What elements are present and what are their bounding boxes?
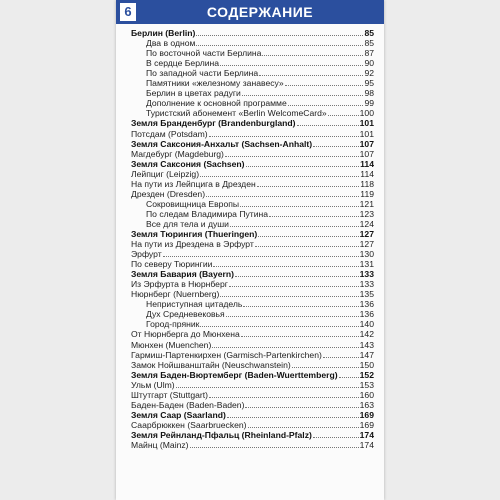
dot-leader bbox=[235, 276, 359, 277]
toc-entry bbox=[131, 68, 374, 78]
toc-entry-page: 98 bbox=[364, 88, 374, 99]
toc-entry-page: 114 bbox=[360, 168, 374, 179]
dot-leader bbox=[163, 256, 359, 257]
toc-entry-page: 100 bbox=[359, 108, 374, 119]
toc-entry bbox=[131, 189, 374, 199]
toc-entry-page: 124 bbox=[359, 218, 374, 229]
toc-entry-page: 118 bbox=[360, 178, 374, 189]
page-header bbox=[116, 0, 384, 24]
dot-leader bbox=[243, 306, 358, 307]
toc-entry-page: 174 bbox=[359, 429, 374, 440]
toc-entry-page: 174 bbox=[359, 439, 374, 450]
toc-entry-title: Эрфурт bbox=[131, 249, 162, 260]
dot-leader bbox=[212, 347, 358, 348]
dot-leader bbox=[259, 75, 363, 76]
toc-entry bbox=[131, 289, 374, 299]
toc-entry-page: 107 bbox=[359, 148, 374, 159]
dot-leader bbox=[209, 136, 359, 137]
toc-entry-title: Неприступная цитадель bbox=[146, 299, 243, 310]
toc-entry bbox=[131, 149, 374, 159]
dot-leader bbox=[176, 387, 359, 388]
toc-entry bbox=[131, 118, 374, 128]
toc-entry bbox=[131, 370, 374, 380]
toc-entry-title: Земля Саксония (Sachsen) bbox=[131, 158, 245, 169]
toc-entry-title: Сокровищница Европы bbox=[146, 198, 240, 209]
toc-entry-page: 99 bbox=[364, 98, 374, 109]
dot-leader bbox=[229, 286, 359, 287]
toc-entry bbox=[131, 78, 374, 88]
toc-entry-page: 95 bbox=[364, 78, 374, 89]
dot-leader bbox=[297, 125, 359, 126]
book-page bbox=[116, 0, 384, 500]
dot-leader bbox=[245, 407, 358, 408]
toc-entry-title: На пути из Лейпцига в Дрезден bbox=[131, 178, 256, 189]
toc-entry-page: 121 bbox=[359, 198, 374, 209]
toc-entry bbox=[131, 269, 374, 279]
toc-entry-page: 131 bbox=[359, 259, 374, 270]
toc-entry bbox=[131, 239, 374, 249]
toc-entry-title: По северу Тюрингии bbox=[131, 259, 213, 270]
toc-entry bbox=[131, 98, 374, 108]
toc-entry-page: 133 bbox=[359, 279, 374, 290]
dot-leader bbox=[288, 105, 364, 106]
toc-entry-page: 85 bbox=[364, 38, 374, 49]
toc-entry bbox=[131, 48, 374, 58]
toc-entry-page: 150 bbox=[359, 359, 374, 370]
dot-leader bbox=[241, 336, 359, 337]
toc-entry-title: Земля Баден-Вюртемберг (Baden-Wuerttemberg) bbox=[131, 369, 338, 380]
toc-entry-page: 130 bbox=[359, 249, 374, 260]
toc-entry bbox=[131, 229, 374, 239]
toc-entry bbox=[131, 199, 374, 209]
toc-entry-title: В сердце Берлина bbox=[146, 58, 220, 69]
dot-leader bbox=[257, 186, 360, 187]
toc-entry-title: Лейпциг (Leipzig) bbox=[131, 168, 200, 179]
toc-entry-page: 119 bbox=[360, 188, 374, 199]
toc-entry-title: На пути из Дрездена в Эрфурт bbox=[131, 239, 254, 250]
toc-entry-title: По западной части Берлина bbox=[146, 68, 259, 79]
toc-entry-title: Магдебург (Magdeburg) bbox=[131, 148, 224, 159]
toc-entry-title: Из Эрфурта в Нюрнберг bbox=[131, 279, 228, 290]
toc-entry-title: Земля Саксония-Анхальт (Sachsen-Anhalt) bbox=[131, 138, 313, 149]
toc-entry-title: Два в одном bbox=[146, 38, 196, 49]
dot-leader bbox=[328, 115, 359, 116]
toc-entry bbox=[131, 410, 374, 420]
dot-leader bbox=[226, 316, 359, 317]
toc-entry bbox=[131, 400, 374, 410]
toc-entry-title: Потсдам (Potsdam) bbox=[131, 128, 208, 139]
toc-entry-title: Все для тела и души bbox=[146, 218, 229, 229]
toc-entry bbox=[131, 219, 374, 229]
toc-entry bbox=[131, 299, 374, 309]
toc-entry bbox=[131, 259, 374, 269]
toc-entry bbox=[131, 440, 374, 450]
toc-entry bbox=[131, 430, 374, 440]
dot-leader bbox=[246, 166, 360, 167]
toc-entry-page: 114 bbox=[360, 158, 374, 169]
table-of-contents bbox=[131, 28, 374, 450]
toc-entry bbox=[131, 209, 374, 219]
toc-entry-page: 127 bbox=[359, 239, 374, 250]
dot-leader bbox=[227, 417, 359, 418]
toc-entry-title: Дух Средневековья bbox=[146, 309, 225, 320]
toc-entry-title: Берлин в цветах радуги bbox=[146, 88, 241, 99]
toc-entry-page: 87 bbox=[364, 48, 374, 59]
toc-entry-title: Гармиш-Партенкирхен (Garmisch-Partenkirchen) bbox=[131, 349, 322, 360]
toc-entry-title: По восточной части Берлина bbox=[146, 48, 262, 59]
dot-leader bbox=[240, 206, 359, 207]
dot-leader bbox=[262, 55, 363, 56]
toc-entry-title: Земля Бранденбург (Brandenburgland) bbox=[131, 118, 296, 129]
toc-entry bbox=[131, 159, 374, 169]
toc-entry-page: 169 bbox=[359, 409, 374, 420]
toc-entry-title: От Нюрнберга до Мюнхена bbox=[131, 329, 240, 340]
dot-leader bbox=[323, 357, 359, 358]
toc-entry-page: 135 bbox=[359, 289, 374, 300]
dot-leader bbox=[200, 176, 359, 177]
toc-entry-title: Нюрнберг (Nuernberg) bbox=[131, 289, 220, 300]
dot-leader bbox=[285, 85, 364, 86]
dot-leader bbox=[190, 447, 359, 448]
toc-entry bbox=[131, 420, 374, 430]
toc-entry-page: 143 bbox=[359, 339, 374, 350]
toc-entry bbox=[131, 38, 374, 48]
dot-leader bbox=[196, 35, 363, 36]
toc-entry bbox=[131, 28, 374, 38]
toc-entry-page: 123 bbox=[359, 208, 374, 219]
toc-entry-page: 140 bbox=[359, 319, 374, 330]
toc-entry-title: Замок Нойшванштайн (Neuschwanstein) bbox=[131, 359, 291, 370]
toc-entry bbox=[131, 360, 374, 370]
dot-leader bbox=[220, 296, 358, 297]
toc-entry-page: 85 bbox=[364, 28, 374, 39]
dot-leader bbox=[269, 216, 359, 217]
dot-leader bbox=[200, 326, 358, 327]
toc-entry-title: Земля Саар (Saarland) bbox=[131, 409, 226, 420]
dot-leader bbox=[313, 146, 359, 147]
toc-entry-page: 133 bbox=[359, 269, 374, 280]
dot-leader bbox=[213, 266, 358, 267]
toc-entry-page: 169 bbox=[359, 419, 374, 430]
dot-leader bbox=[230, 226, 359, 227]
dot-leader bbox=[339, 377, 359, 378]
toc-entry-page: 160 bbox=[359, 389, 374, 400]
toc-entry bbox=[131, 179, 374, 189]
toc-entry bbox=[131, 58, 374, 68]
toc-entry-page: 136 bbox=[359, 299, 374, 310]
toc-entry bbox=[131, 249, 374, 259]
dot-leader bbox=[209, 397, 359, 398]
toc-entry-page: 163 bbox=[359, 399, 374, 410]
dot-leader bbox=[255, 246, 359, 247]
page-number: 6 bbox=[120, 3, 136, 21]
dot-leader bbox=[196, 45, 363, 46]
toc-entry-title: Ульм (Ulm) bbox=[131, 379, 175, 390]
toc-entry-page: 142 bbox=[359, 329, 374, 340]
page-title: СОДЕРЖАНИЕ bbox=[206, 4, 314, 20]
toc-entry-title: Баден-Баден (Baden-Baden) bbox=[131, 399, 245, 410]
toc-entry bbox=[131, 380, 374, 390]
toc-entry bbox=[131, 128, 374, 138]
toc-entry-page: 101 bbox=[359, 118, 374, 129]
toc-entry-title: Берлин (Berlin) bbox=[131, 28, 196, 39]
toc-entry-page: 136 bbox=[359, 309, 374, 320]
toc-entry-title: Земля Тюрингия (Thueringen) bbox=[131, 228, 258, 239]
toc-entry bbox=[131, 350, 374, 360]
toc-entry-title: Земля Бавария (Bayern) bbox=[131, 269, 234, 280]
toc-entry-page: 92 bbox=[364, 68, 374, 79]
toc-entry-page: 127 bbox=[359, 228, 374, 239]
dot-leader bbox=[313, 437, 359, 438]
toc-entry bbox=[131, 339, 374, 349]
toc-entry-page: 147 bbox=[359, 349, 374, 360]
dot-leader bbox=[206, 196, 359, 197]
toc-entry-page: 107 bbox=[359, 138, 374, 149]
toc-entry-page: 153 bbox=[359, 379, 374, 390]
dot-leader bbox=[242, 95, 364, 96]
toc-entry bbox=[131, 309, 374, 319]
dot-leader bbox=[225, 156, 359, 157]
toc-entry bbox=[131, 108, 374, 118]
toc-entry-title: Мюнхен (Muenchen) bbox=[131, 339, 212, 350]
toc-entry bbox=[131, 279, 374, 289]
toc-entry-page: 90 bbox=[364, 58, 374, 69]
toc-entry-title: Туристский абонемент «Berlin WelcomeCard» bbox=[146, 108, 327, 119]
dot-leader bbox=[248, 427, 359, 428]
toc-entry-title: Памятники «железному занавесу» bbox=[146, 78, 284, 89]
toc-entry bbox=[131, 139, 374, 149]
dot-leader bbox=[220, 65, 363, 66]
toc-entry-title: Дополнение к основной программе bbox=[146, 98, 287, 109]
toc-entry bbox=[131, 88, 374, 98]
toc-entry bbox=[131, 390, 374, 400]
toc-entry-page: 152 bbox=[359, 369, 374, 380]
toc-entry-title: Город-пряник bbox=[146, 319, 200, 330]
dot-leader bbox=[292, 367, 359, 368]
toc-entry bbox=[131, 169, 374, 179]
toc-entry-title: Саарбрюккен (Saarbruecken) bbox=[131, 419, 247, 430]
toc-entry-title: Дрезден (Dresden) bbox=[131, 188, 206, 199]
toc-entry bbox=[131, 329, 374, 339]
toc-entry-title: По следам Владимира Путина bbox=[146, 208, 269, 219]
toc-entry bbox=[131, 319, 374, 329]
toc-entry-title: Земля Рейнланд-Пфальц (Rheinland-Pfalz) bbox=[131, 429, 312, 440]
toc-entry-page: 101 bbox=[359, 128, 374, 139]
dot-leader bbox=[258, 236, 358, 237]
toc-entry-title: Штутгарт (Stuttgart) bbox=[131, 389, 208, 400]
toc-entry-title: Майнц (Mainz) bbox=[131, 439, 189, 450]
